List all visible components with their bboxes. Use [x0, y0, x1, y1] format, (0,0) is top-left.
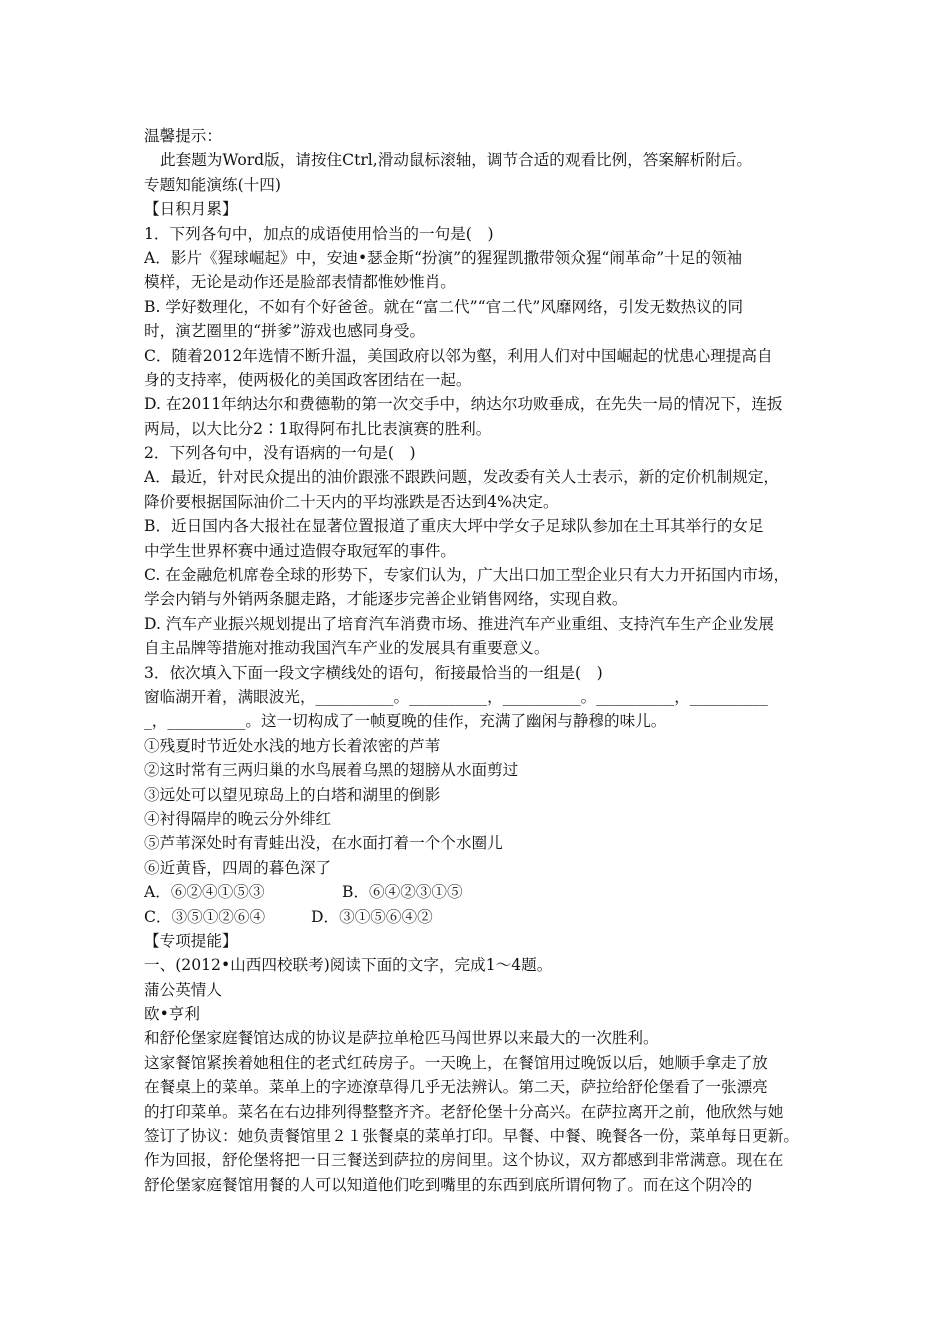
tip-text: 此套题为Word版，请按住Ctrl,滑动鼠标滚轴，调节合适的观看比例，答案解析附后。	[160, 151, 752, 170]
section-heading-daily: 【日积月累】	[144, 200, 238, 219]
tip-heading: 温馨提示：	[144, 127, 222, 145]
question-2-option-d-cont: 自主品牌等措施对推动我国汽车产业的发展具有重要意义。	[144, 639, 550, 658]
question-1-option-c-cont: 身的支持率，使两极化的美国政客团结在一起。	[144, 370, 472, 389]
question-1-option-d-cont: 两局，以大比分2∶1取得阿布扎比表演赛的胜利。	[144, 419, 492, 438]
document-page	[144, 124, 812, 1197]
question-3-item-3: ③远处可以望见琼岛上的白塔和湖里的倒影	[144, 785, 441, 804]
question-2-stem: 2．下列各句中，没有语病的一句是( )	[144, 444, 416, 463]
question-3-options-row-2	[144, 905, 812, 929]
question-3-item-6: ⑥近黄昏，四周的暮色深了	[144, 858, 332, 877]
question-1-stem: 1．下列各句中，加点的成语使用恰当的一句是( )	[144, 224, 494, 243]
story-paragraph-1: 和舒伦堡家庭餐馆达成的协议是萨拉单枪匹马闯世界以来最大的一次胜利。	[144, 1029, 659, 1048]
question-2-option-a-cont: 降价要根据国际油价二十天内的平均涨跌是否达到4%决定。	[144, 492, 559, 511]
question-3-item-2: ②这时常有三两归巢的水鸟展着乌黑的翅膀从水面剪过	[144, 761, 519, 780]
question-2-option-a: A．最近，针对民众提出的油价跟涨不跟跌问题，发改委有关人士表示，新的定价机制规定，	[144, 468, 780, 487]
story-title: 蒲公英情人	[144, 980, 222, 999]
question-2-option-b-cont: 中学生世界杯赛中通过造假夺取冠军的事件。	[144, 541, 456, 560]
story-paragraph-2-line-1: 这家餐馆紧挨着她租住的老式红砖房子。一天晚上，在餐馆用过晚饭以后，她顺手拿走了放	[144, 1053, 768, 1072]
question-1-option-a: A．影片《猩球崛起》中，安迪•瑟金斯“扮演”的猩猩凯撒带领众猩“闹革命”十足的领袖	[144, 248, 743, 267]
question-3-stem: 3．依次填入下面一段文字横线处的语句，衔接最恰当的一组是( )	[144, 663, 603, 682]
question-3-option-c: C．③⑤①②⑥④	[144, 907, 266, 926]
story-paragraph-2-line-3: 的打印菜单。菜名在右边排列得整整齐齐。老舒伦堡十分高兴。在萨拉离开之前，他欣然与她	[144, 1102, 784, 1121]
section-heading-special: 【专项提能】	[144, 931, 238, 950]
question-1-option-a-cont: 模样，无论是动作还是脸部表情都惟妙惟肖。	[144, 273, 456, 292]
question-3-option-b: B．⑥④②③①⑤	[342, 883, 463, 902]
question-1-option-b: B. 学好数理化，不如有个好爸爸。就在“富二代”“官二代”风靡网络，引发无数热议的同	[144, 297, 744, 316]
question-2-option-b: B．近日国内各大报社在显著位置报道了重庆大坪中学女子足球队参加在土耳其举行的女足	[144, 517, 764, 536]
story-paragraph-2-line-6: 舒伦堡家庭餐馆用餐的人可以知道他们吃到嘴里的东西到底所谓何物了。而在这个阴冷的	[144, 1175, 753, 1194]
question-1-option-c: C．随着2012年选情不断升温，美国政府以邻为壑，利用人们对中国崛起的忧患心理提高自	[144, 346, 773, 365]
question-1-option-b-cont: 时，演艺圈里的“拼爹”游戏也感同身受。	[144, 322, 426, 341]
question-3-option-d: D．③①⑤⑥④②	[311, 907, 433, 926]
question-2-option-c-cont: 学会内销与外销两条腿走路，才能逐步完善企业销售网络，实现自救。	[144, 590, 628, 609]
story-paragraph-2-line-4: 签订了协议：她负责餐馆里２１张餐桌的菜单打印。早餐、中餐、晚餐各一份，菜单每日更新。	[144, 1127, 799, 1146]
question-2-option-c: C. 在金融危机席卷全球的形势下，专家们认为，广大出口加工型企业只有大力开拓国内市场，	[144, 566, 790, 585]
story-paragraph-2-line-2: 在餐桌上的菜单。菜单上的字迹潦草得几乎无法辨认。第二天，萨拉给舒伦堡看了一张漂亮	[144, 1078, 768, 1097]
question-3-item-4: ④衬得隔岸的晚云分外绯红	[144, 809, 332, 828]
question-3-passage: 窗临湖开着，满眼波光，__________。__________，__________。__________，__________	[144, 687, 768, 706]
question-3-passage-cont: _，__________。这一切构成了一帧夏晚的佳作，充满了幽闲与静穆的味儿。	[144, 712, 667, 731]
reading-instruction: 一、(2012•山西四校联考)阅读下面的文字，完成1～4题。	[144, 956, 553, 975]
question-3-option-a: A．⑥②④①⑤③	[144, 883, 265, 902]
question-2-option-d: D. 汽车产业振兴规划提出了培育汽车消费市场、推进汽车产业重组、支持汽车生产企业发展	[144, 614, 775, 633]
question-3-item-5: ⑤芦苇深处时有青蛙出没，在水面打着一个个水圈儿	[144, 834, 503, 853]
question-3-options-row-1	[144, 880, 812, 904]
practice-title: 专题知能演练(十四)	[144, 175, 281, 194]
question-3-item-1: ①残夏时节近处水浅的地方长着浓密的芦苇	[144, 736, 441, 755]
question-1-option-d: D. 在2011年纳达尔和费德勒的第一次交手中，纳达尔功败垂成，在先失一局的情况下，连扳	[144, 395, 783, 414]
story-author: 欧•亨利	[144, 1005, 200, 1024]
story-paragraph-2-line-5: 作为回报，舒伦堡将把一日三餐送到萨拉的房间里。这个协议，双方都感到非常满意。现在在	[144, 1151, 784, 1170]
